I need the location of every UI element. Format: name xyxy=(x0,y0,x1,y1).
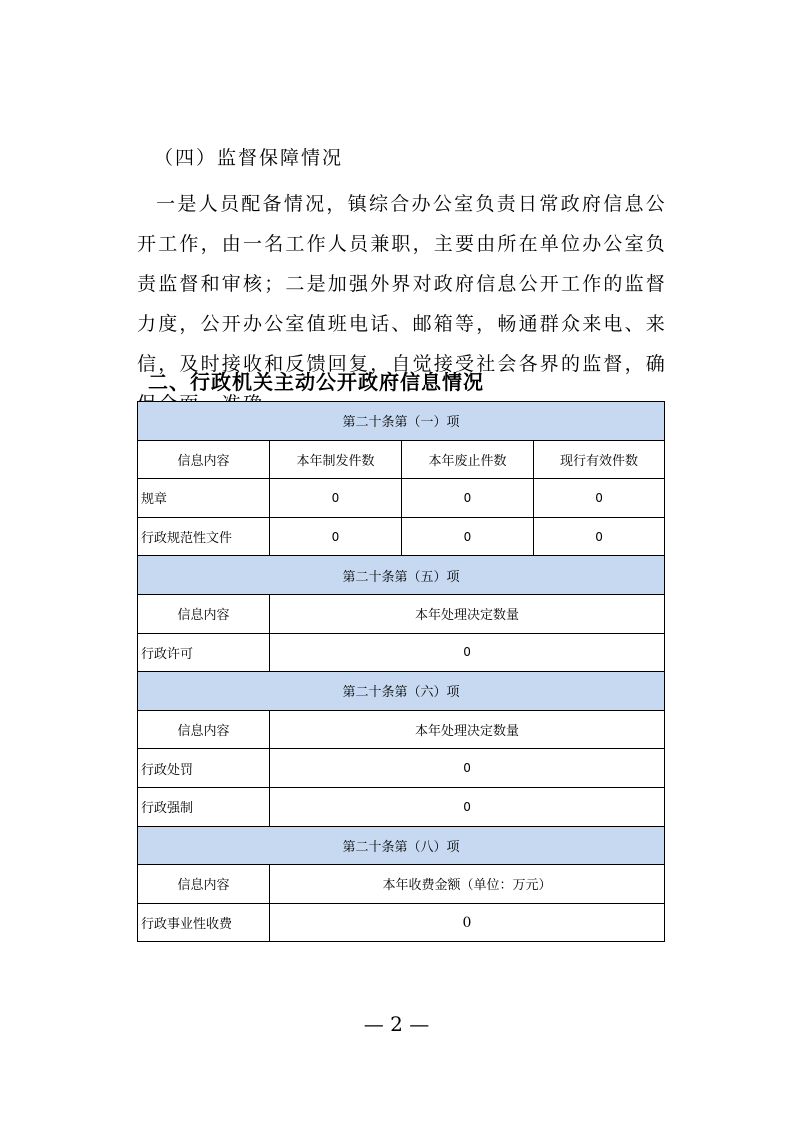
row-label: 行政处罚 xyxy=(138,749,270,788)
table-cell: 0 xyxy=(534,479,665,518)
column-header: 本年废止件数 xyxy=(402,440,534,479)
column-header: 本年处理决定数量 xyxy=(270,594,665,633)
table-row xyxy=(138,903,665,942)
table-cell: 0 xyxy=(270,787,665,826)
column-header: 本年制发件数 xyxy=(270,440,402,479)
table-row xyxy=(138,749,665,788)
table-section-header xyxy=(138,556,665,595)
table-cell: 0 xyxy=(270,749,665,788)
column-header: 信息内容 xyxy=(138,594,270,633)
column-header: 本年处理决定数量 xyxy=(270,710,665,749)
section-heading-supervision: （四）监督保障情况 xyxy=(154,147,344,169)
row-label: 行政强制 xyxy=(138,787,270,826)
table-row xyxy=(138,517,665,556)
disclosure-table xyxy=(137,401,665,942)
row-label: 行政许可 xyxy=(138,633,270,672)
section-heading-proactive-disclosure: 二、行政机关主动公开政府信息情况 xyxy=(148,370,484,394)
table-cell: 0 xyxy=(402,517,534,556)
table-row xyxy=(138,787,665,826)
table-section-title: 第二十条第（六）项 xyxy=(138,672,665,711)
table-section-title: 第二十条第（一）项 xyxy=(138,402,665,441)
table-cell: 0 xyxy=(270,633,665,672)
table-row xyxy=(138,633,665,672)
table-section-header xyxy=(138,402,665,441)
table-header-row xyxy=(138,440,665,479)
table-section-title: 第二十条第（八）项 xyxy=(138,826,665,865)
table-row xyxy=(138,479,665,518)
column-header: 信息内容 xyxy=(138,710,270,749)
table-cell: 0 xyxy=(534,517,665,556)
table-section-title: 第二十条第（五）项 xyxy=(138,556,665,595)
column-header: 现行有效件数 xyxy=(534,440,665,479)
row-label: 行政规范性文件 xyxy=(138,517,270,556)
table-section-header xyxy=(138,826,665,865)
table-cell: 0 xyxy=(270,903,665,942)
table-header-row xyxy=(138,594,665,633)
row-label: 规章 xyxy=(138,479,270,518)
column-header: 本年收费金额（单位：万元） xyxy=(270,865,665,904)
table-section-header xyxy=(138,672,665,711)
page-number: — 2 — xyxy=(363,1012,430,1036)
column-header: 信息内容 xyxy=(138,440,270,479)
table-header-row xyxy=(138,710,665,749)
table-header-row xyxy=(138,865,665,904)
table-cell: 0 xyxy=(270,517,402,556)
column-header: 信息内容 xyxy=(138,865,270,904)
row-label: 行政事业性收费 xyxy=(138,903,270,942)
table-cell: 0 xyxy=(270,479,402,518)
table-cell: 0 xyxy=(402,479,534,518)
supervision-paragraph-text: 一是人员配备情况，镇综合办公室负责日常政府信息公开工作，由一名工作人员兼职，主要由所在单位办公室负责监督和审核；二是加强外界对政府信息公开工作的监督力度，公开办公室值班电话、邮箱等，畅通群众来电、来信，及时接收和反馈回复，自觉接受社会各界的监督，确 xyxy=(137,193,668,375)
